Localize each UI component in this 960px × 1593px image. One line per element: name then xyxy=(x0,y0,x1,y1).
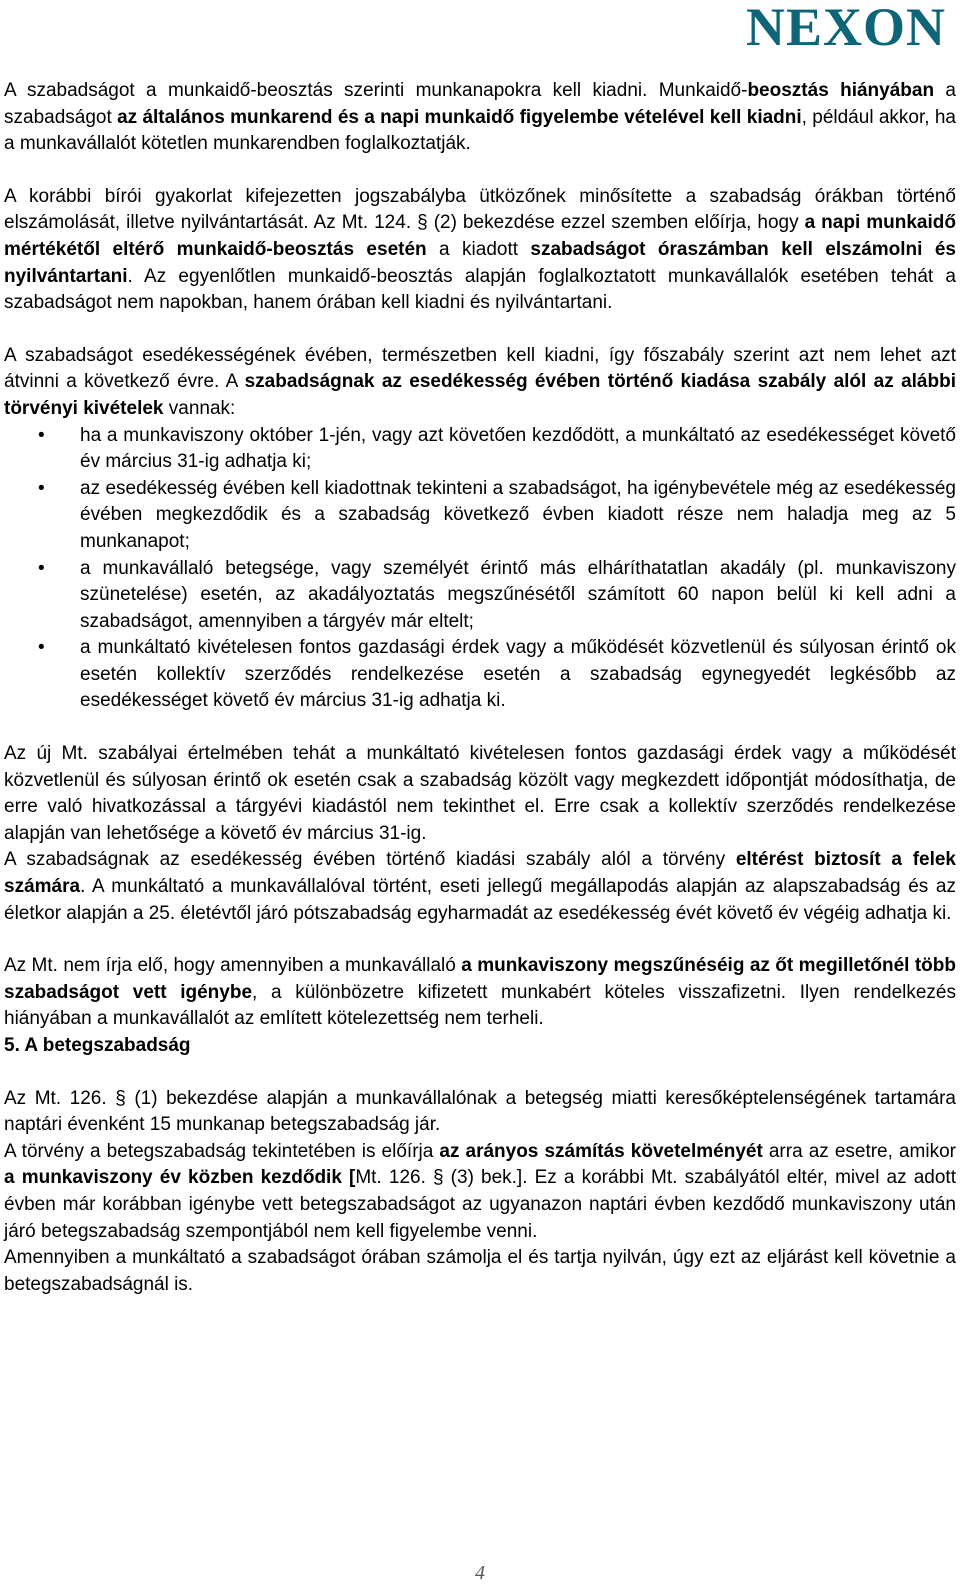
bold-text-run: a munkaviszony év közben kezdődik [ xyxy=(4,1167,356,1189)
paragraph-hourly-leave xyxy=(4,184,956,317)
section-heading-sick-leave: 5. A betegszabadság xyxy=(4,1035,191,1056)
text-run: a szabadságot xyxy=(4,80,956,128)
list-item-text: az esedékesség évében kell kiadottnak tekinteni a szabadságot, ha igénybevétele még az esedékesség évében megkezdődik és a szabadság következő évben kiadott része nem haladja meg az 5 munkanapot; xyxy=(80,477,956,552)
paragraph-hourly-sick-leave xyxy=(4,1245,956,1298)
bold-text-run: az általános munkarend és a napi munkaidő figyelembe vételével kell kiadni xyxy=(117,106,802,128)
text-run: a kiadott xyxy=(426,238,531,260)
paragraph-parties-deviation xyxy=(4,847,956,927)
text-run: A szabadságot a munkaidő-beosztás szerinti munkanapokra kell kiadni. Munkaidő- xyxy=(4,80,748,101)
list-item xyxy=(4,476,956,556)
paragraph-new-labour-code xyxy=(4,741,956,847)
document-body xyxy=(4,78,956,1298)
text-run: A szabadságnak az esedékesség évében történő kiadási szabály alól a törvény xyxy=(4,849,736,871)
list-item-text: a munkáltató kivételesen fontos gazdasági érdek vagy a működését közvetlenül és súlyosan érintő ok esetén kollektív szerződés rendelkezése esetén a szabadság egynegyedét legkésőbb az esedékességet követő év március 31-ig adhatja ki. xyxy=(80,637,956,712)
bold-text-run: szabadságnak az esedékesség évében történő kiadása szabály alól az alábbi törvényi kivételek xyxy=(4,371,956,419)
bullet-icon: • xyxy=(38,477,45,499)
bold-text-run: az arányos számítás követelményét xyxy=(439,1140,763,1162)
text-run: Az új Mt. szabályai értelmében tehát a munkáltató kivételesen fontos gazdasági érdek vagy a működését közvetlenül és súlyosan érintő ok esetén csak a szabadság közölt vagy megkezdett időpontját módosíthatja, de erre való hivatkozással a tárgyévi kiadástól nem tekinthet el. Erre csak a kollektív szerződés rendelkezése alapján van lehetősége a követő év március 31-ig. xyxy=(4,743,956,844)
list-item xyxy=(4,556,956,636)
text-run: A törvény a betegszabadság tekintetében is előírja xyxy=(4,1140,440,1162)
exceptions-list xyxy=(4,423,956,716)
text-run: , a különbözetre kifizetett munkabért köteles visszafizetni. Ilyen rendelkezés hiányában a munkavállalót az említett kötelezettség nem terheli. xyxy=(4,981,956,1030)
bold-text-run: a napi munkaidő mértékétől eltérő munkaidő-beosztás esetén xyxy=(4,212,956,260)
text-run: A korábbi bírói gyakorlat kifejezetten jogszabályba ütközőnek minősítette a szabadság órákban történő elszámolását, illetve nyilvántartását. Az Mt. 124. § (2) bekezdése ezzel szemben előírja, hogy xyxy=(4,185,956,234)
paragraph-leave-scheduling xyxy=(4,78,956,158)
paragraph-sick-leave-entitlement xyxy=(4,1086,956,1139)
paragraph-leave-exceptions xyxy=(4,343,956,423)
text-run: Az Mt. 126. § (1) bekezdése alapján a munkavállalónak a betegség miatti keresőképtelenségének tartamára naptári évenként 15 munkanap betegszabadság jár. xyxy=(4,1087,956,1136)
text-run: arra az esetre, amikor xyxy=(762,1140,956,1162)
bullet-icon: • xyxy=(38,637,45,659)
bold-text-run: beosztás hiányában xyxy=(747,80,935,101)
bold-text-run: eltérést biztosít a felek számára xyxy=(4,849,957,898)
nexon-logo: NEXON xyxy=(745,0,946,57)
text-run: Amennyiben a munkáltató a szabadságot órában számolja el és tartja nyilván, úgy ezt az eljárást kell követnie a betegszabadságnál is. xyxy=(4,1247,956,1295)
text-run: vannak: xyxy=(163,397,236,419)
bold-text-run: a munkaviszony megszűnéséig az őt megilletőnél több szabadságot vett igénybe xyxy=(4,955,956,1003)
text-run: . Az egyenlőtlen munkaidő-beosztás alapján foglalkoztatott munkavállalók esetében tehát a szabadságot nem napokban, hanem órában kell kiadni és nyilvántartani. xyxy=(4,265,956,314)
list-item xyxy=(4,423,956,476)
text-run: Mt. 126. § (3) bek.]. Ez a korábbi Mt. szabályától eltér, mivel az adott évben már korábban igénybe vett betegszabadságot az ugyanazon naptári évben kezdődő munkaviszony után járó betegszabadság szempontjából nem kell figyelembe venni. xyxy=(4,1167,956,1242)
text-run: . A munkáltató a munkavállalóval történt, eseti jellegű megállapodás alapján az alapszabadság és az életkor alapján a 25. életévtől járó pótszabadság egyharmadát az esedékesség évét követő év végéig adhatja ki. xyxy=(4,876,956,924)
bullet-icon: • xyxy=(38,424,45,446)
text-run: A szabadságot esedékességének évében, természetben kell kiadni, így főszabály szerint azt nem lehet azt átvinni a következő évre. A xyxy=(4,344,956,393)
bold-text-run: szabadságot óraszámban kell elszámolni és nyilvántartani xyxy=(4,238,956,287)
list-item xyxy=(4,635,956,715)
page-number: 4 xyxy=(475,1562,485,1584)
list-item-text: a munkavállaló betegsége, vagy személyét érintő más elháríthatatlan akadály (pl. munkaviszony szünetelése) esetén, az akadályoztatás megszűnésétől számított 60 napon belül ki kell adni a szabadságot, amennyiben a tárgyév már eltelt; xyxy=(80,557,956,632)
bullet-icon: • xyxy=(38,557,45,579)
list-item-text: ha a munkaviszony október 1-jén, vagy azt követően kezdődött, a munkáltató az esedékességet követő év március 31-ig adhatja ki; xyxy=(80,424,956,473)
text-run: Az Mt. nem írja elő, hogy amennyiben a munkavállaló xyxy=(4,955,462,977)
paragraph-proportional-calculation xyxy=(4,1139,956,1245)
text-run: , például akkor, ha a munkavállalót kötetlen munkarendben foglalkoztatják. xyxy=(4,106,956,155)
paragraph-excess-leave xyxy=(4,953,956,1033)
